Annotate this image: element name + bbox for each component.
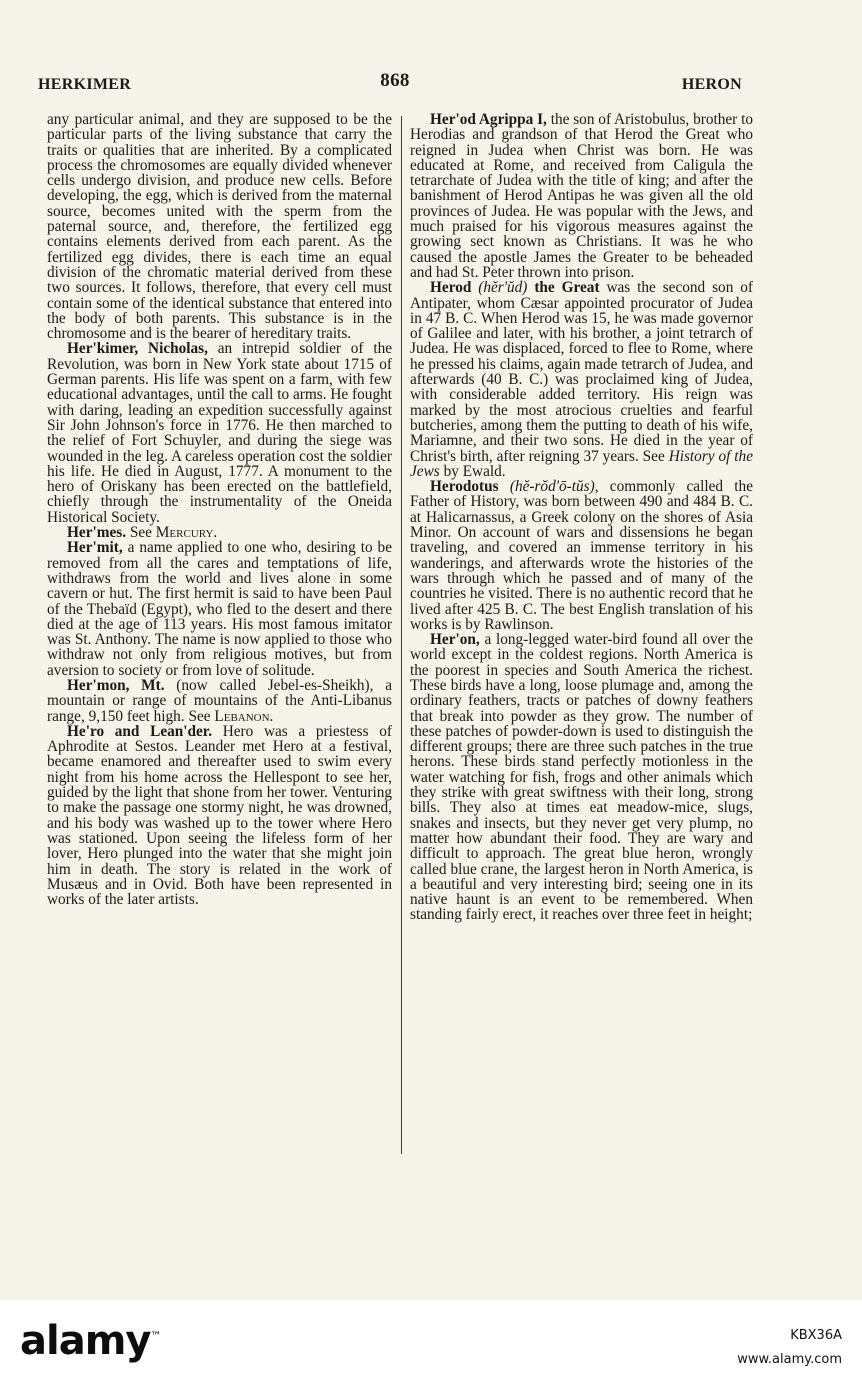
entry-headword: Her'mit, [67, 539, 123, 557]
entry-text: the son of Aristobulus, brother to Herodias and grandson of that Herod the Great who reigned in Judea when Christ was born. He was educated at Rome, and received from Caligula the tetrarchate of Judea with the title of king; and after the banishment of Herod Antipas he was given all the old provinces of Judea. He was popular with the Jews, and much praised for his vigorous measures against the growing sect known as Christians. It was he who caused the apostle James the Greater to be beheaded and had St. Peter thrown into prison. [410, 112, 753, 281]
entry-headword: Her'od Agrippa I, [430, 112, 547, 128]
dictionary-entry [410, 479, 753, 632]
dictionary-entry [47, 525, 392, 540]
entry-headword: Herodotus [430, 478, 499, 496]
entry-text: any particular animal, and they are supposed to be the particular parts of the living substance that carry the traits or qualities that are inherited. By a complicated process the chromosomes are equally divided whenever cells undergo division, and produce new cells. Before developing, the egg, which is derived from the maternal source, becomes united with the sperm from the paternal source, and, therefore, the fertilized egg contains elements derived from each parent. As the fertilized egg divides, there is each time an equal division of the chromatic material derived from these two sources. It follows, therefore, that every cell must contain some of the identical substance that entered into the body of both parents. This substance is in the chromosome and is the bearer of hereditary traits. [47, 112, 392, 343]
header-guide-word-right: HERON [681, 76, 742, 93]
image-id: KBX36A [790, 1328, 842, 1343]
entry-pronunciation: (hĕr'ŭd) [471, 279, 535, 297]
column-divider [401, 116, 402, 1154]
entry-text: Hero was a priestess of Aphrodite at Sestos. Leander met Hero at a festival, became enamored and thereafter used to swim every night from his home across the Hellespont to see her, guided by the light that shone from her tower. Venturing to make the passage one stormy night, he was drowned, and his body was washed up to the tower where Hero was stationed. Upon seeing the lifeless form of her lover, Hero plunged into the water that she might join him in death. The story is related in the work of Musæus and in Ovid. Both have been represented in works of the later artists. [47, 722, 392, 909]
image-url: www.alamy.com [737, 1352, 842, 1367]
entry-text: a name applied to one who, desiring to be removed from all the cares and temptations of life, withdraws from the world and lives alone in some cavern or hut. The first hermit is said to have been Paul of the Thebaïd (Egypt), who fled to the desert and there died at the age of 113 years. His most famous imitator was St. Anthony. The name is now applied to those who withdraw not only from religious motives, but from aversion to society or from love of solitude. [47, 539, 392, 679]
entry-text: was the second son of Antipater, whom Cæsar appointed procurator of Judea in 47 B. C. When Herod was 15, he was made governor of Galilee and later, with his brother, a joint tetrarch of Judea. He was displaced, forced to flee to Rome, where he pressed his claims, again made tetrarch of Judea, and afterwards (40 B. C.) was proclaimed king of Judea, with considerable added territory. His reign was marked by the most atrocious cruelties and fearful butcheries, among them the putting to death of his wife, Mariamne, and their two sons. He died in the year of Christ's birth, after reigning 37 years. See [410, 279, 753, 465]
entry-headword: Herod [430, 279, 472, 297]
entry-headword: Her'on, [430, 631, 480, 649]
entry-headword: Her'kimer, Nicholas, [67, 340, 208, 358]
entry-text-tail: by Ewald. [439, 462, 506, 480]
right-column [410, 112, 753, 1162]
entry-text: (now called Jebel-es-Sheikh), a mountain or range of mountains of the Anti-Libanus range, 9,150 feet high. See [47, 676, 392, 725]
watermark-banner [0, 1300, 862, 1390]
page-number: 868 [380, 70, 410, 91]
entry-text: an intrepid soldier of the Revolution, was born in New York state about 1715 of German parents. His life was spent on a farm, with few educational advantages, until the call to arms. He fought with daring, leading an expedition successfully against Sir John Johnson's force in 1776. He then marched to the relief of Fort Schuyler, and during the siege was wounded in the leg. A careless operation cost the soldier his life. He died in August, 1777. A monument to the hero of Oriskany has been erected on the battlefield, chiefly through the instrumentality of the Oneida Historical Society. [47, 340, 392, 526]
alamy-logo [20, 1318, 160, 1364]
dictionary-entry [47, 341, 392, 525]
entry-text: , commonly called the Father of History, was born between 490 and 484 B. C. at Halicarnassus, a Greek colony on the shores of Asia Minor. On account of wars and dissensions he began traveling, and covered an immense territory in his wanderings, and afterwards wrote the histories of the wars through which he passed and of many of the countries he visited. There is no authentic record that he lived after 425 B. C. The best English translation of his works is by Rawlinson. [410, 478, 753, 633]
trademark-icon: ™ [150, 1329, 161, 1343]
dictionary-entry [47, 540, 392, 678]
entry-headword: He'ro and Lean'der. [67, 722, 213, 740]
entry-text: See [126, 524, 156, 542]
left-column [47, 112, 392, 1162]
header-guide-word-left: HERKIMER [38, 76, 132, 93]
dictionary-entry [47, 724, 392, 908]
entry-text: a long-legged water-bird found all over the world except in the coldest regions. North America is the poorest in species and South America the richest. These birds have a long, loose plumage and, among the ordinary feathers, tracts or patches of downy feathers that break into powder as they grow. The number of these patches of powder-down is used to distinguish the different groups; there are three such patches in the true herons. These birds stand perfectly motionless in the water watching for fish, frogs and other animals which they strike with great swiftness with their long, strong bills. They also at times eat meadow-mice, slugs, snakes and insects, but they never get very plump, no matter how abundant their food. They are wary and difficult to approach. The great blue heron, wrongly called blue crane, the largest heron in North America, is a beautiful and very interesting bird; seeing one in its native haunt is an event to be remembered. When standing fairly erect, it reaches over three feet in height; [410, 631, 753, 924]
running-header [0, 70, 862, 94]
cited-title: History of the Jews [410, 447, 753, 480]
dictionary-entry [410, 632, 753, 923]
brand-name: alamy [20, 1318, 151, 1364]
dictionary-entry [410, 280, 753, 479]
entry-headword: Her'mon, Mt. [67, 676, 165, 694]
entry-headword: Her'mes. [67, 524, 127, 542]
cross-reference: Lebanon. [214, 707, 274, 725]
cross-reference: Mercury. [155, 524, 218, 542]
entry-pronunciation: (hĕ-rŏd'ō-tŭs) [498, 478, 595, 496]
dictionary-entry [47, 678, 392, 724]
image-info [737, 1324, 842, 1372]
dictionary-entry [410, 112, 753, 280]
entry-headword-part: the Great [534, 279, 600, 297]
continued-paragraph [47, 112, 392, 341]
